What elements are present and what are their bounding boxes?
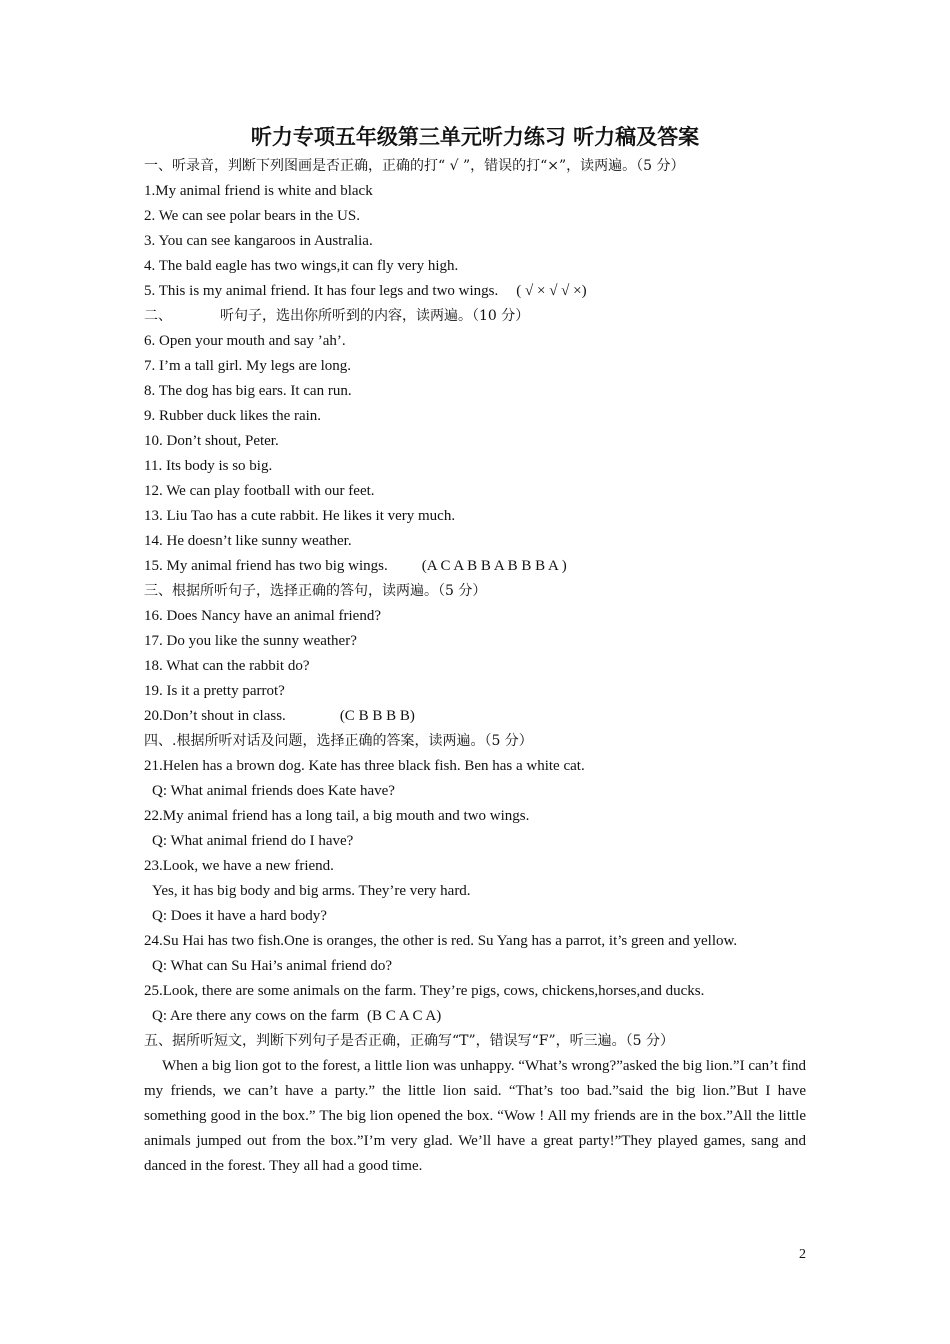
list-item-text: 5. This is my animal friend. It has four legs and two wings.	[144, 283, 499, 299]
list-item: 13. Liu Tao has a cute rabbit. He likes it very much.	[144, 508, 456, 524]
section-number: 二、	[144, 308, 172, 324]
answer-key: (C B B B B)	[339, 708, 415, 724]
dialogue-line: 23.Look, we have a new friend.	[144, 858, 334, 874]
question-line	[144, 1004, 806, 1029]
list-item: 11. Its body is so big.	[144, 458, 273, 474]
answer-key: (B C A C A)	[367, 1008, 442, 1024]
list-item: 6. Open your mouth and say ’ah’.	[144, 333, 346, 349]
list-item: 16. Does Nancy have an animal friend?	[144, 608, 381, 624]
section-heading-text: 听句子，选出你所听到的内容，读两遍。（10 分）	[220, 308, 530, 324]
list-item: 14. He doesn’t like sunny weather.	[144, 533, 352, 549]
section-heading	[144, 304, 806, 329]
section-5	[144, 1029, 806, 1179]
section-1	[144, 154, 806, 304]
list-item: 3. You can see kangaroos in Australia.	[144, 233, 373, 249]
list-item-text: 15. My animal friend has two big wings.	[144, 558, 388, 574]
dialogue-line: 22.My animal friend has a long tail, a big mouth and two wings.	[144, 808, 530, 824]
list-item-text: 20.Don’t shout in class.	[144, 708, 286, 724]
section-heading: 一、听录音，判断下列图画是否正确，正确的打“ √ ”，错误的打“×”，读两遍。（5 分）	[144, 158, 685, 174]
list-item: 1.My animal friend is white and black	[144, 183, 373, 199]
list-item	[144, 279, 806, 304]
question-line: Q: What animal friend do I have?	[152, 833, 354, 849]
section-heading: 三、根据所听句子，选择正确的答句，读两遍。（5 分）	[144, 583, 487, 599]
list-item: 7. I’m a tall girl. My legs are long.	[144, 358, 352, 374]
page-number: 2	[799, 1247, 806, 1262]
list-item: 8. The dog has big ears. It can run.	[144, 383, 352, 399]
dialogue-line: Yes, it has big body and big arms. They’re very hard.	[152, 883, 471, 899]
question-line: Q: What animal friends does Kate have?	[152, 783, 395, 799]
passage-paragraph: When a big lion got to the forest, a little lion was unhappy. “What’s wrong?”asked the big lion.”I can’t find my friends, we can’t have a party.” the little lion said. “That’s too bad.”said the big lion.”But I have something good in the box.” The big lion opened the box. “Wow ! All my friends are in the box.”All the little animals jumped out from the box.”I’m very glad. We’ll have a great party!”They played games, sang and danced in the forest. They all had a good time.	[144, 1058, 806, 1174]
list-item: 18. What can the rabbit do?	[144, 658, 310, 674]
dialogue-line: 25.Look, there are some animals on the farm. They’re pigs, cows, chickens,horses,and ducks.	[144, 983, 705, 999]
question-text: Q: Are there any cows on the farm	[152, 1008, 360, 1024]
list-item: 4. The bald eagle has two wings,it can fly very high.	[144, 258, 459, 274]
dialogue-line: 21.Helen has a brown dog. Kate has three black fish. Ben has a white cat.	[144, 758, 585, 774]
section-heading: 四、.根据所听对话及问题，选择正确的答案，读两遍。（5 分）	[144, 733, 533, 749]
question-line: Q: Does it have a hard body?	[152, 908, 327, 924]
document-page	[144, 122, 806, 1179]
list-item: 19. Is it a pretty parrot?	[144, 683, 285, 699]
list-item	[144, 704, 806, 729]
section-heading: 五、据所听短文，判断下列句子是否正确，正确写“T”，错误写“F”，听三遍。（5 分）	[144, 1033, 675, 1049]
answer-key: ( √ × √ √ ×)	[516, 283, 587, 299]
answer-key: (A C A B B A B B B A )	[421, 558, 567, 574]
list-item	[144, 554, 806, 579]
list-item: 2. We can see polar bears in the US.	[144, 208, 360, 224]
list-item: 12. We can play football with our feet.	[144, 483, 375, 499]
list-item: 9. Rubber duck likes the rain.	[144, 408, 322, 424]
dialogue-line: 24.Su Hai has two fish.One is oranges, the other is red. Su Yang has a parrot, it’s green and yellow.	[144, 933, 738, 949]
list-item: 17. Do you like the sunny weather?	[144, 633, 357, 649]
list-item: 10. Don’t shout, Peter.	[144, 433, 279, 449]
section-3	[144, 579, 806, 729]
section-4	[144, 729, 806, 1029]
page-title: 听力专项五年级第三单元听力练习 听力稿及答案	[250, 125, 700, 149]
question-line: Q: What can Su Hai’s animal friend do?	[152, 958, 393, 974]
section-2	[144, 304, 806, 579]
